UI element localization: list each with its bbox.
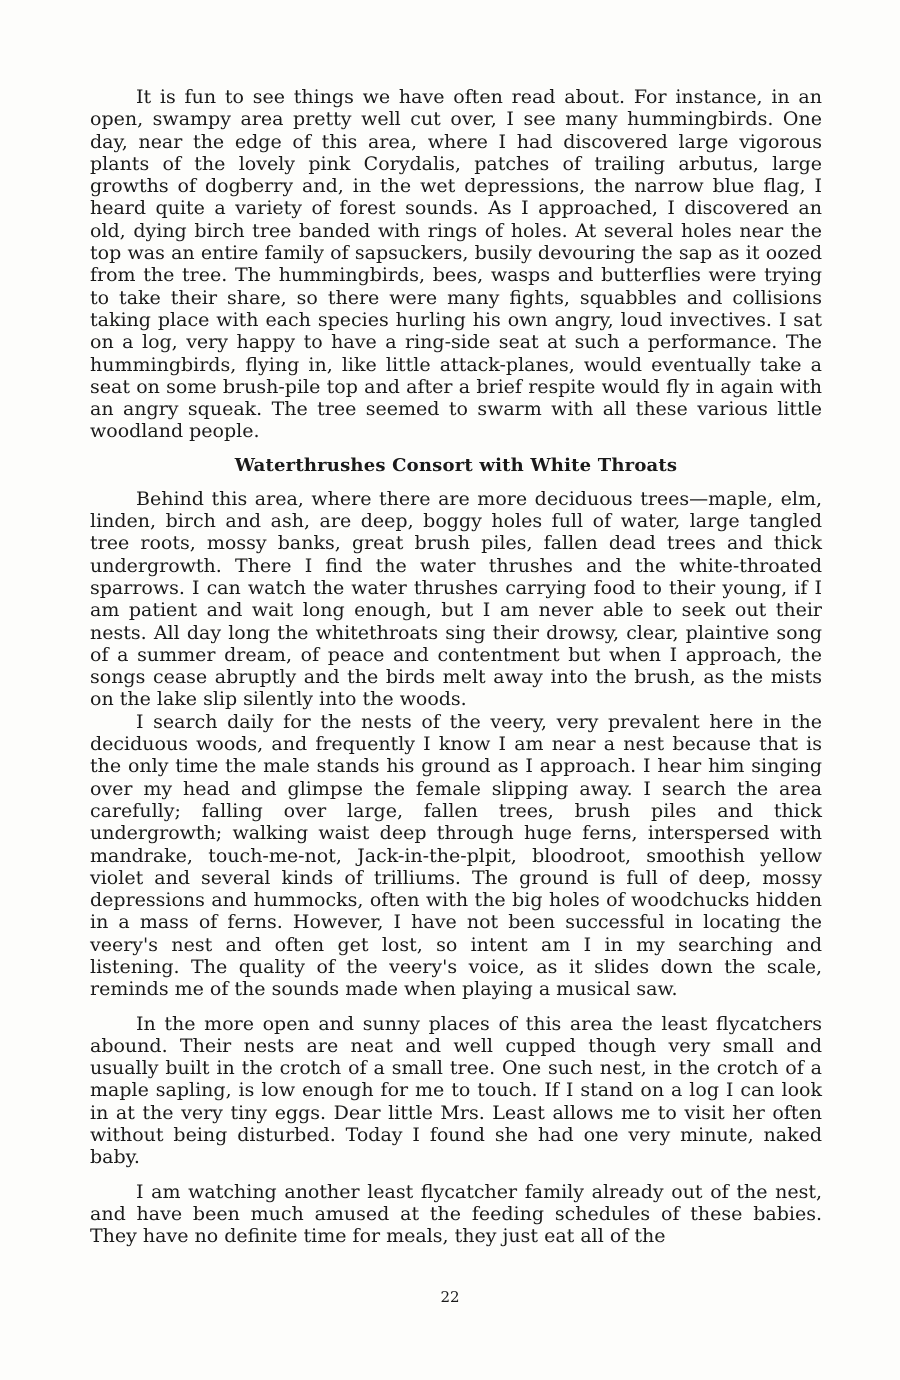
body-text — [90, 86, 822, 1248]
paragraph-hummingbirds: It is fun to see things we have often read about. For instance, in an open, swampy area pretty well cut over, I see many hummingbirds. One day, near the edge of this area, where I had discovered large vigorous plants of the lovely pink Corydalis, patches of trailing arbutus, large growths of dogberry and, in the wet depressions, the narrow blue flag, I heard quite a variety of forest sounds. As I approached, I discovered an old, dying birch tree banded with rings of holes. At several holes near the top was an entire family of sapsuckers, busily devouring the sap as it oozed from the tree. The hummingbirds, bees, wasps and butterflies were trying to take their share, so there were many fights, squabbles and collisions taking place with each species hurling his own angry, loud invectives. I sat on a log, very happy to have a ring-side seat at such a performance. The hummingbirds, flying in, like little attack-planes, would eventually take a seat on some brush-pile top and after a brief respite would fly in again with an angry squeak. The tree seemed to swarm with all these various little woodland people. — [90, 86, 822, 443]
section-heading: Waterthrushes Consort with White Throats — [234, 454, 678, 476]
paragraph-waterthrushes: Behind this area, where there are more deciduous trees—maple, elm, linden, birch and ash, are deep, boggy holes full of water, large tangled tree roots, mossy banks, great brush piles, fallen dead trees and thick undergrowth. There I find the water thrushes and the white-throated sparrows. I can watch the water thrushes carrying food to their young, if I am patient and wait long enough, but I am never able to seek out their nests. All day long the whitethroats sing their drowsy, clear, plaintive song of a summer dream, of peace and contentment but when I approach, the songs cease abruptly and the birds melt away into the brush, as the mists on the lake slip silently into the woods. — [90, 487, 822, 711]
paragraph-least-flycatchers: In the more open and sunny places of this area the least flycatchers abound. Their nests are neat and well cupped though very small and usually built in the crotch of a small tree. One such nest, in the crotch of a maple sapling, is low enough for me to touch. If I stand on a log I can look in at the very tiny eggs. Dear little Mrs. Least allows me to visit her often without being disturbed. Today I found she had one very minute, naked baby. — [90, 1012, 822, 1169]
paragraph-flycatcher-family: I am watching another least flycatcher family already out of the nest, and have been much amused at the feeding schedules of these babies. They have no definite time for meals, they just eat all of the — [90, 1180, 822, 1248]
paragraph-veery: I search daily for the nests of the veery, very prevalent here in the deciduous woods, and frequently I know I am near a nest because that is the only time the male stands his ground as I approach. I hear him singing over my head and glimpse the female slipping away. I search the area carefully; falling over large, fallen trees, brush piles and thick undergrowth; walking waist deep through huge ferns, interspersed with mandrake, touch-me-not, Jack-in-the-plpit, bloodroot, smoothish yellow violet and several kinds of trilliums. The ground is full of deep, mossy depressions and hummocks, often with the big holes of woodchucks hidden in a mass of ferns. However, I have not been successful in locating the veery's nest and often get lost, so intent am I in my searching and listening. The quality of the veery's voice, as it slides down the scale, reminds me of the sounds made when playing a musical saw. — [90, 710, 822, 1001]
page-number: 22 — [440, 1288, 460, 1306]
